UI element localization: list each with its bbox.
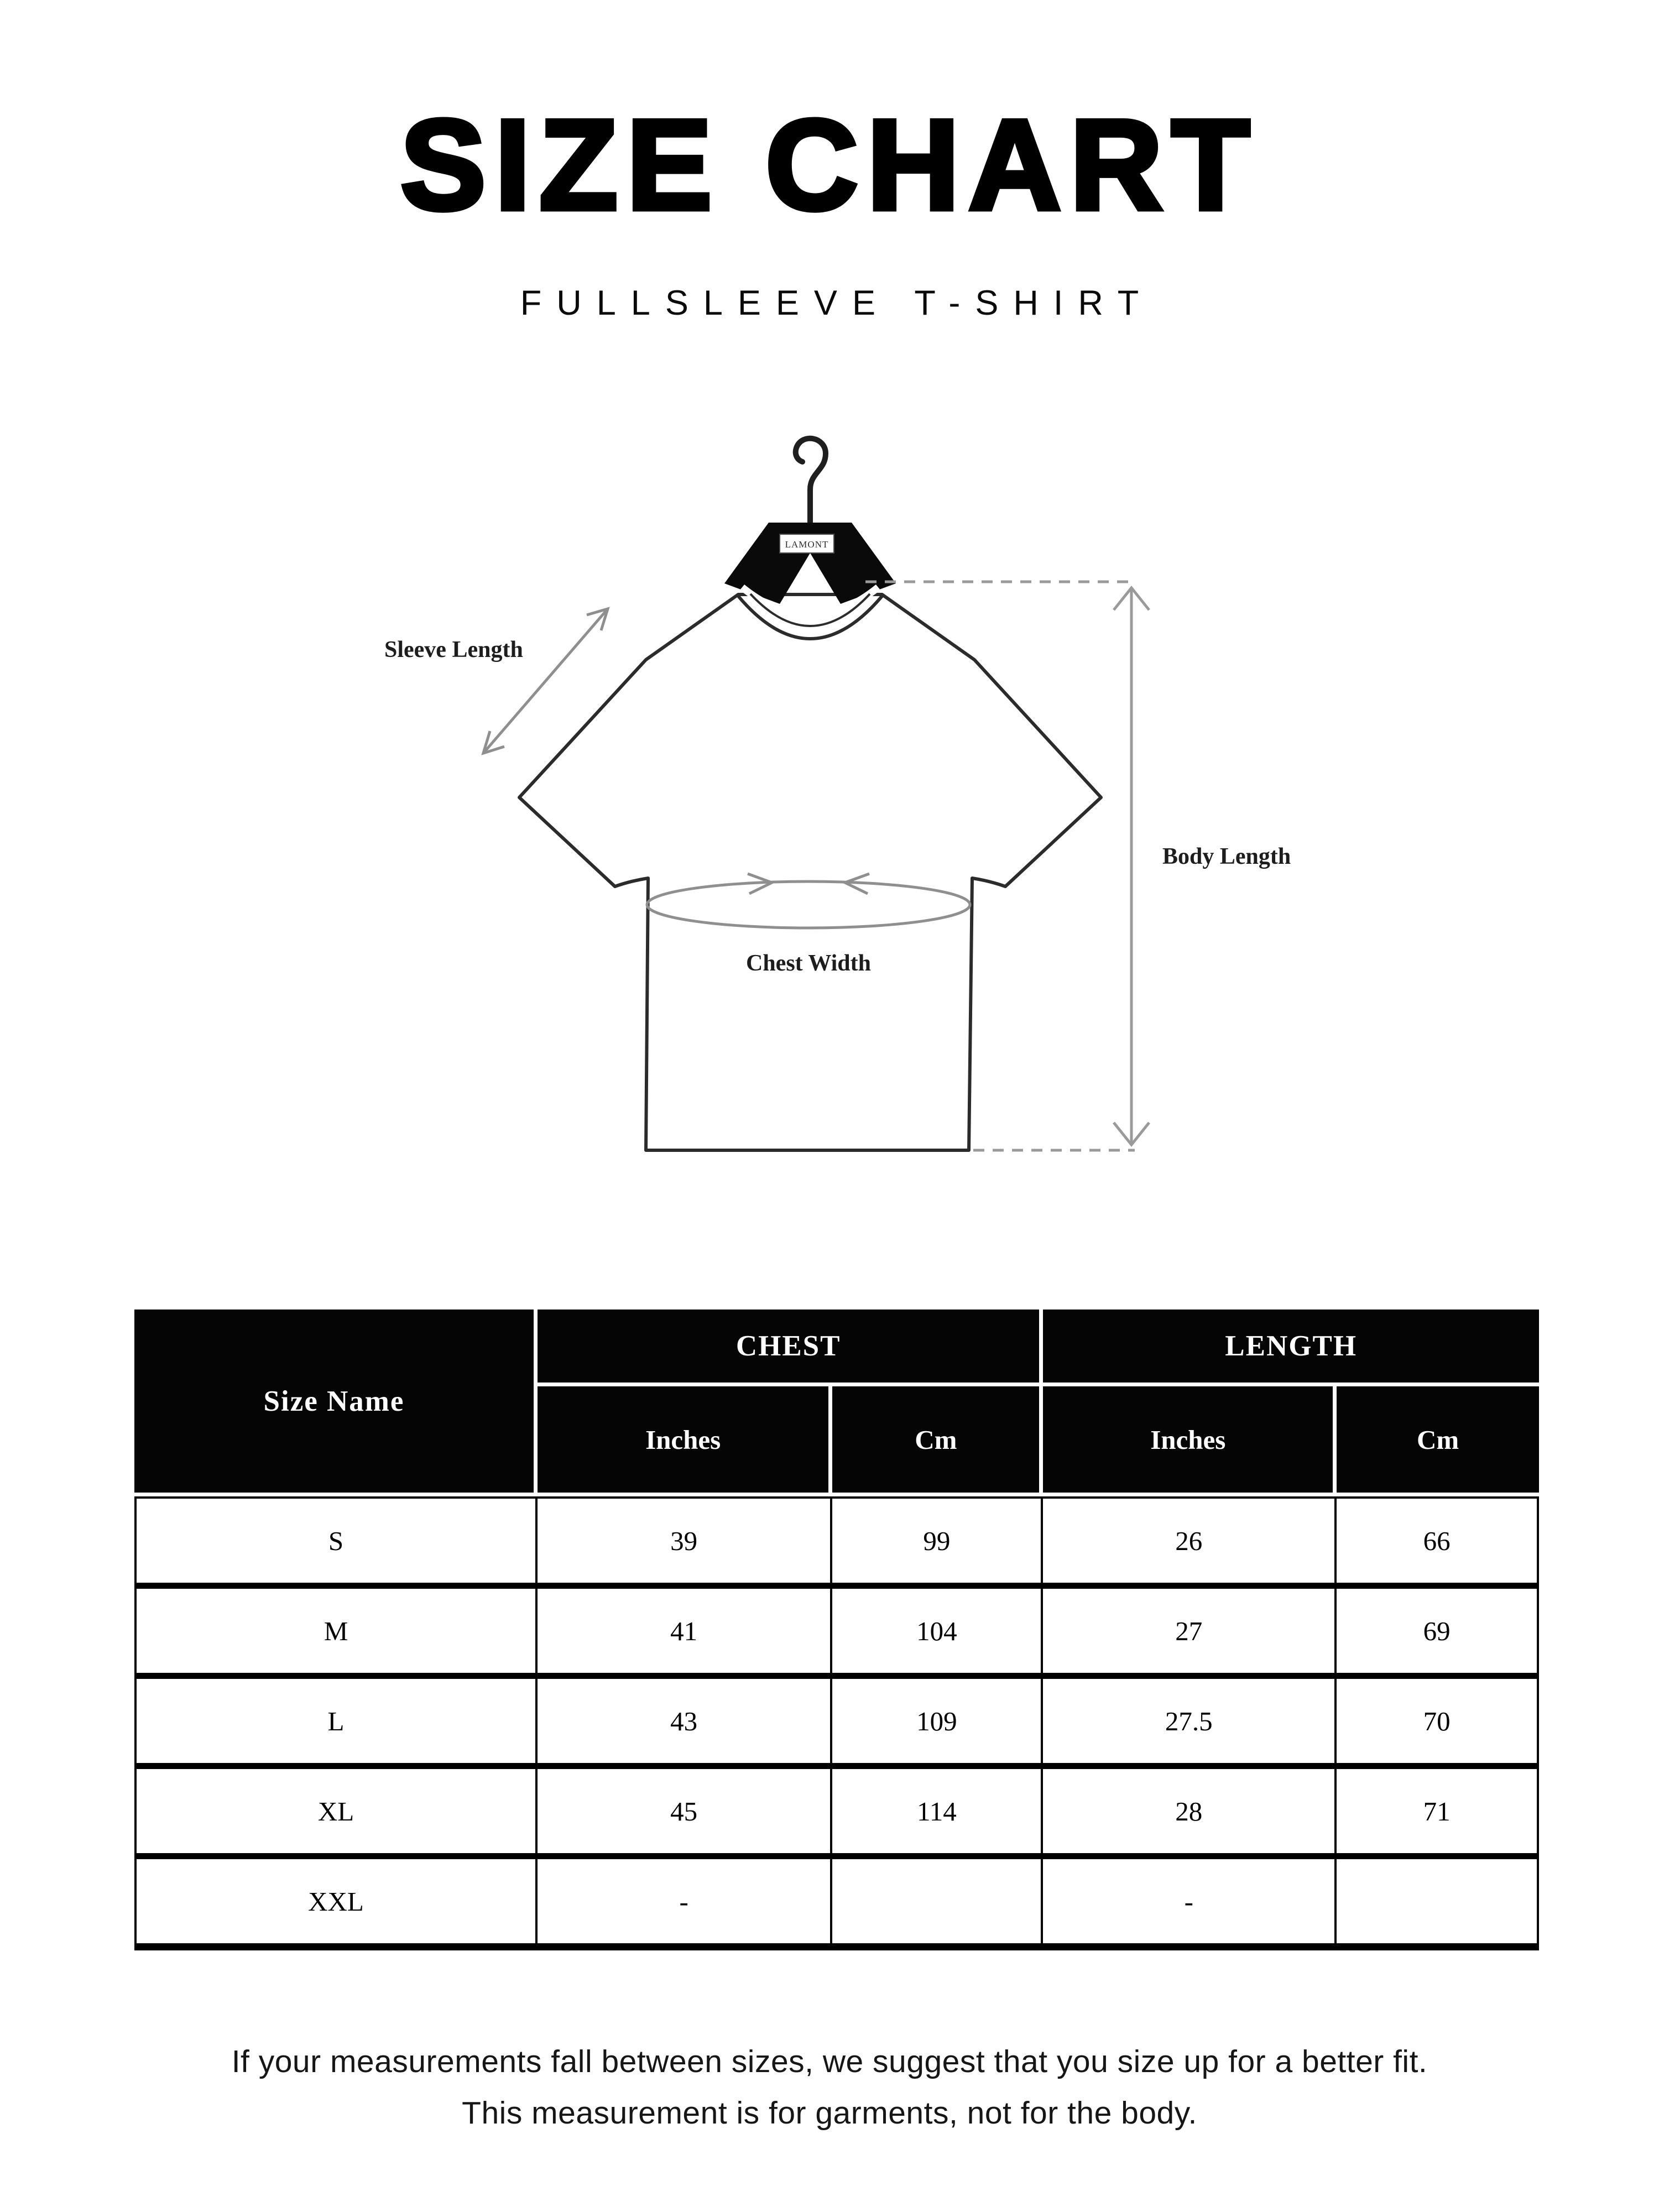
page-subtitle: FULLSLEEVE T-SHIRT — [520, 284, 1154, 322]
table-cell: XXL — [134, 1859, 538, 1950]
table-cell: 45 — [538, 1769, 832, 1859]
column-header-chest-inches: Inches — [538, 1386, 832, 1496]
table-cell: - — [538, 1859, 832, 1950]
table-row-s — [134, 1496, 1539, 1589]
table-cell: 99 — [832, 1496, 1043, 1589]
table-row-m — [134, 1589, 1539, 1679]
footer-line-1: If your measurements fall between sizes, we suggest that you size up for a better fit. — [231, 2044, 1428, 2079]
table-cell: - — [1043, 1859, 1337, 1950]
hanger-brand-text: LAMONT — [785, 539, 829, 550]
size-table — [134, 1310, 1539, 1950]
tshirt-outline — [519, 594, 1101, 1150]
table-cell: 71 — [1337, 1769, 1539, 1859]
sleeve-length-label: Sleeve Length — [384, 637, 523, 662]
table-row-l — [134, 1679, 1539, 1769]
table-cell: 27 — [1043, 1589, 1337, 1679]
footer-line-2: This measurement is for garments, not for the body. — [462, 2095, 1197, 2131]
column-header-chest-cm: Cm — [832, 1386, 1043, 1496]
table-cell: 43 — [538, 1679, 832, 1769]
table-cell: 27.5 — [1043, 1679, 1337, 1769]
column-header-chest: CHEST — [538, 1310, 1043, 1386]
tshirt-diagram-svg — [332, 420, 1327, 1250]
table-cell: L — [134, 1679, 538, 1769]
table-cell: 66 — [1337, 1496, 1539, 1589]
hanger-icon — [724, 439, 896, 615]
column-header-size-name: Size Name — [134, 1310, 538, 1496]
column-header-length: LENGTH — [1043, 1310, 1539, 1386]
size-table-header — [134, 1310, 1539, 1496]
table-cell: 39 — [538, 1496, 832, 1589]
table-cell: XL — [134, 1769, 538, 1859]
body-length-label: Body Length — [1162, 844, 1291, 869]
column-header-length-cm: Cm — [1337, 1386, 1539, 1496]
tshirt-measurement-diagram — [332, 420, 1327, 1250]
table-cell: 41 — [538, 1589, 832, 1679]
size-table-section — [134, 1310, 1539, 1950]
column-header-length-inches: Inches — [1043, 1386, 1337, 1496]
table-cell — [832, 1859, 1043, 1950]
footer-note — [0, 2036, 1659, 2139]
table-cell: 69 — [1337, 1589, 1539, 1679]
table-cell — [1337, 1859, 1539, 1950]
table-row-xxl — [134, 1859, 1539, 1950]
table-cell: 28 — [1043, 1769, 1337, 1859]
table-cell: 109 — [832, 1679, 1043, 1769]
table-cell: 26 — [1043, 1496, 1337, 1589]
table-cell: 104 — [832, 1589, 1043, 1679]
table-cell: 70 — [1337, 1679, 1539, 1769]
size-table-body — [134, 1496, 1539, 1950]
table-cell: 114 — [832, 1769, 1043, 1859]
page-title: SIZE CHART — [400, 93, 1259, 237]
hanger-hook — [796, 439, 826, 528]
chest-width-label: Chest Width — [745, 951, 872, 976]
table-cell: M — [134, 1589, 538, 1679]
table-row-xl — [134, 1769, 1539, 1859]
table-cell: S — [134, 1496, 538, 1589]
header-row-groups — [134, 1310, 1539, 1386]
